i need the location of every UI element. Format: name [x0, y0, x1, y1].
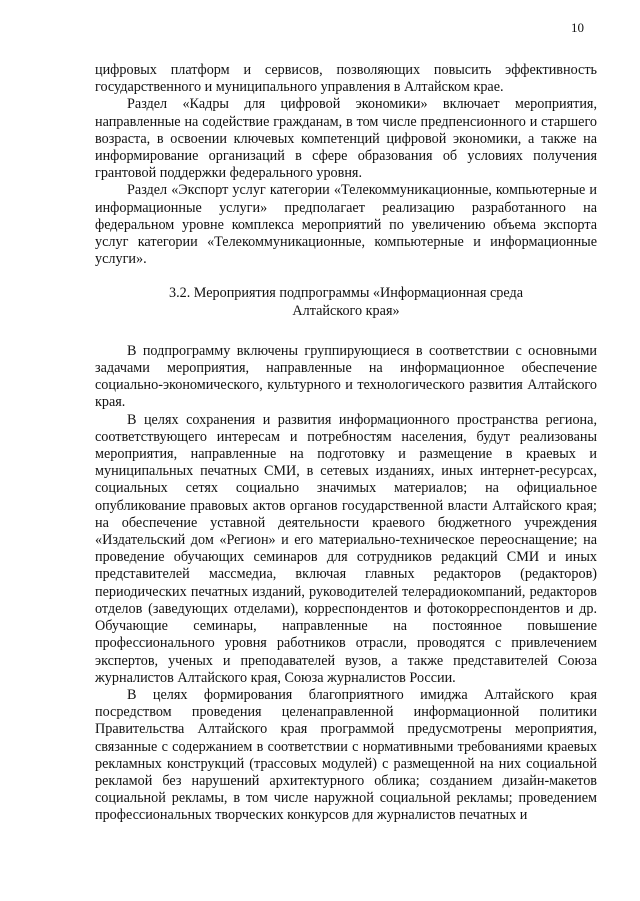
paragraph-services-export: Раздел «Экспорт услуг категории «Телекоммуникационные, компьютерные и информационные услуги» предполагает реализацию разработанного на федеральном уровне комплекса мероприятий по увеличению объема экспорта услуг категории «Телекоммуникационные, компьютерные и информационные услуги». — [95, 182, 597, 268]
paragraph-subprogram-overview: В подпрограмму включены группирующиеся в соответствии с основными задачами мероприятия, направленные на информационное обеспечение социально-экономического, культурного и технологического развития Алтайского края. — [95, 342, 597, 411]
page-body — [95, 62, 597, 825]
paragraph-continuation: цифровых платформ и сервисов, позволяющих повысить эффективность государственного и муниципального управления в Алтайском крае. — [95, 62, 597, 96]
paragraph-region-image: В целях формирования благоприятного имиджа Алтайского края посредством проведения целенаправленной информационной политики Правительства Алтайского края программой предусмотрены мероприятия, связанные с содержанием в соответствии с нормативными требованиями краевых рекламных конструкций (трассовых модулей) с размещенной на них социальной рекламой без нарушений архитектурного облика; созданием дизайн-макетов социальной рекламы, в том числе наружной социальной рекламы; проведением профессиональных творческих конкурсов для журналистов печатных и — [95, 686, 597, 824]
section-heading-line-2: Алтайского края» — [292, 302, 400, 319]
page-number: 10 — [571, 20, 584, 35]
section-heading-line-1: 3.2. Мероприятия подпрограммы «Информационная среда — [168, 285, 524, 302]
section-heading — [95, 285, 597, 319]
paragraph-information-space: В целях сохранения и развития информационного пространства региона, соответствующего интересам и потребностям населения, будут реализованы мероприятия, направленные на подготовку и размещение в краевых и муниципальных печатных СМИ, в сетевых изданиях, иных интернет-ресурсах, социальных сетях социально значимых материалов; на официальное опубликование правовых актов органов государственной власти Алтайского края; на обеспечение уставной деятельности краевого бюджетного учреждения «Издательский дом «Регион» и его материально-техническое переоснащение; на проведение обучающих семинаров для сотрудников редакций СМИ и иных представителей массмедиа, включая главных редакторов (редакторов) периодических печатных изданий, руководителей телерадиокомпаний, редакторов отделов (заведующих отделами), корреспондентов и фотокорреспондентов и др. Обучающие семинары, направленные на постоянное повышение профессионального уровня работников отрасли, проводятся с привлечением экспертов, ученых и преподавателей вузов, а также представителей Союза журналистов Алтайского края, Союза журналистов России. — [95, 411, 597, 686]
paragraph-digital-economy-personnel: Раздел «Кадры для цифровой экономики» включает мероприятия, направленные на содействие гражданам, в том числе предпенсионного и старшего возраста, в освоении ключевых компетенций цифровой экономики, а также на информирование организаций в сфере образования об условиях получения грантовой поддержки федерального уровня. — [95, 96, 597, 182]
